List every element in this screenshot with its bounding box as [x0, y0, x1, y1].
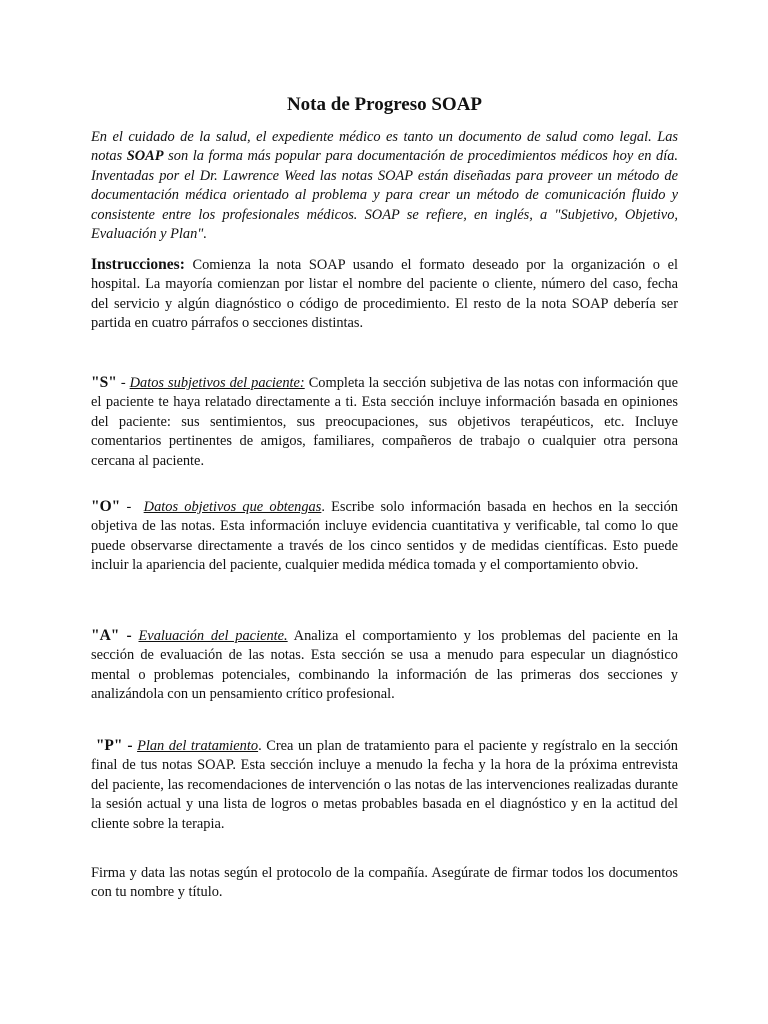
section-a	[91, 626, 678, 705]
section-o-letter: "O"	[91, 498, 121, 515]
section-a-dash	[132, 628, 139, 644]
section-s-dash: -	[116, 375, 130, 391]
intro-soap-bold: SOAP	[126, 148, 164, 165]
section-o-text: . Escribe solo información basada en hechos en la sección objetiva de las notas. Esta información incluye evidencia cuantitativa y verificable, tal como lo que puede observarse directamente a través de los cinco sentidos y de medidas científicas. Esto puede incluir la apariencia del paciente, cualquier medida médica tomada y el comportamiento obvio.	[91, 499, 678, 574]
section-o-dash: -	[120, 499, 144, 515]
closing-paragraph: Firma y data las notas según el protocolo de la compañía. Asegúrate de firmar todos los documentos con tu nombre y título.	[91, 865, 678, 901]
section-p-letter: "P" -	[91, 737, 133, 754]
intro-text-1: En el cuidado de la salud, el expediente médico es tanto un documento de salud como legal. Las notas	[91, 129, 678, 165]
section-a-heading: Evaluación del paciente.	[138, 628, 288, 644]
instructions-text: Comienza la nota SOAP usando el formato deseado por la organización o el hospital. La mayoría comienzan por listar el nombre del paciente o cliente, número del caso, fecha del servicio y algún diagnóstico o código de procedimiento. El resto de la nota SOAP debería ser partida en cuatro párrafos o secciones distintas.	[91, 257, 678, 332]
section-p-heading: Plan del tratamiento	[137, 738, 259, 754]
section-s-text: Completa la sección subjetiva de las notas con información que el paciente te haya relatado directamente a ti. Esta sección incluye información basada en opiniones del paciente: sus sentimientos, sus preocupaciones, sus objetivos terapéuticos, etc. Incluye comentarios pertinentes de amigos, familiares, compañeros de trabajo o cualquier otra persona cercana al paciente.	[91, 375, 678, 469]
section-p-text: . Crea un plan de tratamiento para el paciente y regístralo en la sección final de tus notas SOAP. Esta sección incluye a menudo la fecha y la hora de la próxima entrevista del paciente, las recomendaciones de intervención o las notas de las intervenciones realizadas durante la sesión actual y una lista de logros o metas probables basada en el diagnóstico y en la actitud del cliente sobre la terapia.	[91, 738, 679, 832]
section-s-letter: "S"	[91, 374, 117, 391]
page-title: Nota de Progreso SOAP	[286, 94, 483, 115]
section-a-letter: "A" -	[91, 627, 132, 644]
section-s-heading: Datos subjetivos del paciente:	[129, 375, 305, 391]
section-s	[91, 373, 678, 471]
section-p	[91, 736, 678, 834]
instructions-paragraph	[91, 255, 678, 334]
section-o	[91, 497, 678, 576]
intro-text-2: son la forma más popular para documentación de procedimientos médicos hoy en día. Inventadas por el Dr. Lawrence Weed las notas SOAP están diseñadas para proveer un método de documentación médica orientado al problema y para crear un método de comunicación fluido y consistente entre los profesionales médicos. SOAP se refiere, en inglés, a "Subjetivo, Objetivo, Evaluación y Plan".	[91, 148, 678, 243]
intro-paragraph	[91, 128, 678, 244]
section-o-heading: Datos objetivos que obtengas	[143, 499, 322, 515]
instructions-label: Instrucciones:	[91, 256, 185, 273]
section-a-text: Analiza el comportamiento y los problemas del paciente en la sección de evaluación de las notas. Esta sección se usa a menudo para especular un diagnóstico mental o problemas potenciales, combinando la información de las primeras dos secciones y analizándola con un pensamiento crítico profesional.	[91, 628, 678, 703]
